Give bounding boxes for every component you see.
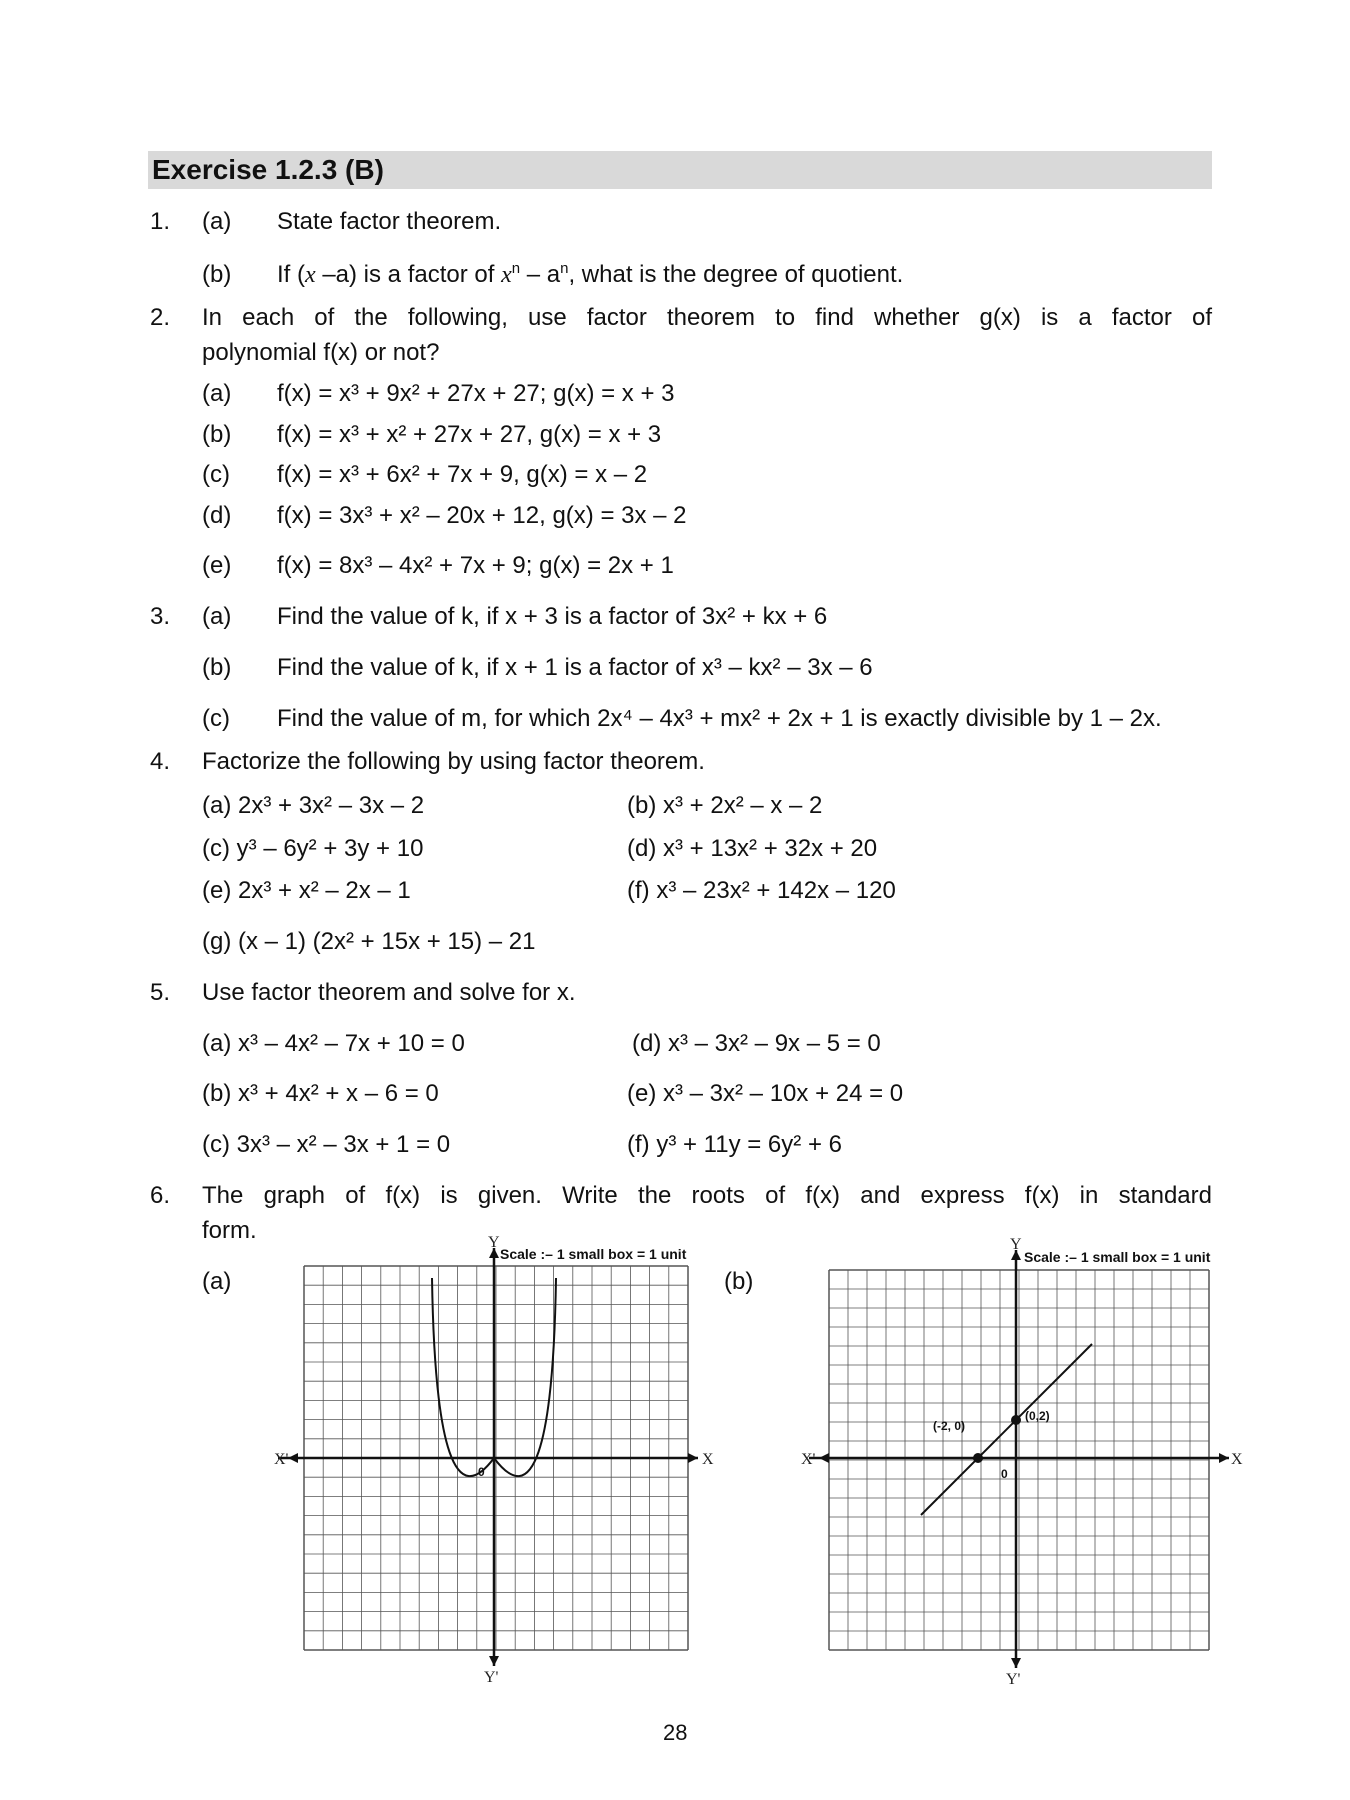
q2e-text: f(x) = 8x³ – 4x² + 7x + 9; g(x) = 2x + 1 (277, 552, 674, 579)
q4f-text: (f) x³ – 23x² + 142x – 120 (627, 877, 896, 904)
q3c-label: (c) (202, 705, 230, 732)
graph-b-y-arrow-down (1011, 1658, 1021, 1668)
q3b-text: Find the value of k, if x + 1 is a factor of x³ – kx² – 3x – 6 (277, 654, 873, 681)
q4-intro: Factorize the following by using factor theorem. (202, 748, 705, 775)
graph-b-point2-label: (0,2) (1025, 1409, 1050, 1423)
graph-a-x-arrow-right (688, 1453, 698, 1463)
graph-b-ypos-label: Y (1010, 1236, 1022, 1253)
q2c-label: (c) (202, 461, 230, 488)
graph-a-ypos-label: Y (488, 1234, 500, 1251)
graph-b-point1-label: (-2, 0) (933, 1419, 966, 1433)
graph-a-origin-label: 0 (478, 1465, 485, 1479)
graph-b-scale: Scale :– 1 small box = 1 unit (1024, 1249, 1211, 1265)
graph-b-grid (829, 1270, 1209, 1650)
q5a-text: (a) x³ – 4x² – 7x + 10 = 0 (202, 1030, 465, 1057)
q5-number: 5. (150, 979, 171, 1006)
q6-intro-line1: The graph of f(x) is given. Write the roots of f(x) and express f(x) in standard (202, 1182, 1212, 1209)
q2b-text: f(x) = x³ + x² + 27x + 27, g(x) = x + 3 (277, 421, 662, 448)
q4b-text: (b) x³ + 2x² – x – 2 (627, 792, 823, 819)
graph-a-xneg-label: X' (274, 1451, 289, 1468)
q3a-text: Find the value of k, if x + 3 is a factor of 3x² + kx + 6 (277, 603, 828, 630)
q5b-text: (b) x³ + 4x² + x – 6 = 0 (202, 1080, 439, 1107)
q2-intro-line2: polynomial f(x) or not? (202, 339, 440, 366)
q2-intro-line1: In each of the following, use factor theorem to find whether g(x) is a factor of (202, 304, 1212, 331)
graph-b-x-arrow-left (819, 1453, 829, 1463)
q4d-text: (d) x³ + 13x² + 32x + 20 (627, 835, 878, 862)
graph-b-x-arrow-right (1219, 1453, 1229, 1463)
q3-number: 3. (150, 603, 171, 630)
q1b-label: (b) (202, 261, 232, 288)
q1b-text: If (x –a) is a factor of $x^n - a^n$, what is the degree of quotient. (277, 260, 904, 288)
q3b-label: (b) (202, 654, 232, 681)
q2d-label: (d) (202, 502, 232, 529)
q1-number: 1. (150, 208, 171, 235)
q4a-text: (a) 2x³ + 3x² – 3x – 2 (202, 792, 425, 819)
q2a-label: (a) (202, 380, 232, 407)
graph-b-yneg-label: Y' (1006, 1671, 1021, 1688)
page-number: 28 (663, 1720, 688, 1745)
q3c-text: Find the value of m, for which 2x⁴ – 4x³ + mx² + 2x + 1 is exactly divisible by 1 – 2x. (277, 705, 1162, 732)
q5e-text: (e) x³ – 3x² – 10x + 24 = 0 (627, 1080, 904, 1107)
graph-a-yneg-label: Y' (484, 1669, 499, 1686)
graph-b-point-intercept (1011, 1415, 1021, 1425)
graph-b-point-root (973, 1453, 983, 1463)
q2d-text: f(x) = 3x³ + x² – 20x + 12, g(x) = 3x – 2 (277, 502, 687, 529)
q2b-label: (b) (202, 421, 232, 448)
graph-a (270, 1234, 714, 1686)
q6a-label: (a) (202, 1268, 232, 1295)
q2e-label: (e) (202, 552, 232, 579)
q4c-text: (c) y³ – 6y² + 3y + 10 (202, 835, 424, 862)
q4-number: 4. (150, 748, 171, 775)
q6-intro-line2: form. (202, 1217, 257, 1244)
q6b-label: (b) (724, 1268, 754, 1295)
q2a-text: f(x) = x³ + 9x² + 27x + 27; g(x) = x + 3 (277, 380, 675, 407)
graph-b-xpos-label: X (1231, 1451, 1243, 1468)
exercise-title: Exercise 1.2.3 (B) (152, 154, 384, 185)
graph-b (793, 1238, 1243, 1688)
graph-a-xpos-label: X (702, 1451, 714, 1468)
graph-b-origin-label: 0 (1001, 1467, 1008, 1481)
q6-number: 6. (150, 1182, 171, 1209)
graph-b-xneg-label: X' (801, 1451, 816, 1468)
q5f-text: (f) y³ + 11y = 6y² + 6 (627, 1131, 842, 1158)
q1a-text: State factor theorem. (277, 208, 502, 235)
graph-a-x-arrow-left (288, 1453, 298, 1463)
graph-a-y-arrow-down (489, 1656, 499, 1666)
q4e-text: (e) 2x³ + x² – 2x – 1 (202, 877, 411, 904)
q5c-text: (c) 3x³ – x² – 3x + 1 = 0 (202, 1131, 451, 1158)
q3a-label: (a) (202, 603, 232, 630)
q5-intro: Use factor theorem and solve for x. (202, 979, 576, 1006)
q5d-text: (d) x³ – 3x² – 9x – 5 = 0 (632, 1030, 881, 1057)
q1a-label: (a) (202, 208, 232, 235)
q4g-text: (g) (x – 1) (2x² + 15x + 15) – 21 (202, 928, 536, 955)
q2-number: 2. (150, 304, 171, 331)
q2c-text: f(x) = x³ + 6x² + 7x + 9, g(x) = x – 2 (277, 461, 648, 488)
graph-a-scale: Scale :– 1 small box = 1 unit (500, 1246, 687, 1262)
